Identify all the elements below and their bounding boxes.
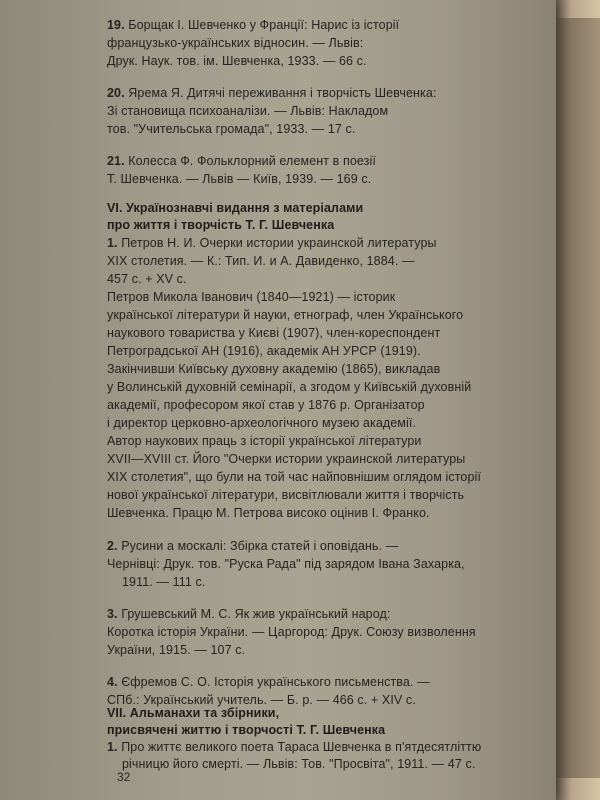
section-vi-heading-1: VI. Українознавчі видання з матеріалами bbox=[107, 201, 364, 215]
page-edge-shadow bbox=[556, 18, 600, 778]
vii-item-1-line-1 bbox=[107, 738, 481, 756]
vi-item-2-line-1 bbox=[107, 537, 398, 555]
vi-item-4-number: 4. bbox=[107, 675, 118, 689]
entry-21-text-2: Т. Шевченка. — Львів — Київ, 1939. — 169 с. bbox=[107, 172, 372, 186]
vi-item-1-text-7: Петроградської АН (1916), академік АН УРСР (1919). bbox=[107, 344, 421, 358]
vi-item-1-text-11: і директор церковно-археологічного музею академії. bbox=[107, 416, 417, 430]
vi-item-1-text-15: нової української літератури, висвітлювали життя і творчість bbox=[107, 488, 465, 502]
entry-20-text-3: тов. "Учительська громада", 1933. — 17 с. bbox=[107, 122, 356, 136]
vi-item-1-text-13: XVII—XVIII ст. Його "Очерки истории украинской литературы bbox=[107, 452, 466, 466]
vi-item-3-text-2: Коротка історія України. — Царгород: Друк. Союзу визволення bbox=[107, 625, 476, 639]
entry-19-text-3: Друк. Наук. тов. ім. Шевченка, 1933. — 66 с. bbox=[107, 54, 367, 68]
vi-item-2-text-2: Чернівці: Друк. тов. "Руска Рада" під зарядом Івана Захарка, bbox=[107, 557, 465, 571]
vi-item-1-text-9: у Волинській духовній семінарії, а згодом у Київській духовній bbox=[107, 380, 472, 394]
page-number: 32 bbox=[117, 770, 131, 784]
vi-item-4-text-1: Єфремов С. О. Історія українського письменства. — bbox=[121, 675, 430, 689]
vii-item-1-text-1: Про життє великого поета Тараса Шевченка в п'ятдесятліттю bbox=[121, 740, 482, 754]
vi-item-3-number: 3. bbox=[107, 607, 118, 621]
vii-item-1-number: 1. bbox=[107, 740, 118, 754]
entry-20-text-1: Ярема Я. Дитячі переживання і творчість Шевченка: bbox=[128, 86, 437, 100]
section-vii-heading-1: VII. Альманахи та збірники, bbox=[107, 706, 280, 720]
vi-item-3-line-1 bbox=[107, 605, 390, 623]
vi-item-1-text-5: української літератури й науки, етнограф, член Українського bbox=[107, 308, 464, 322]
vi-item-1-text-10: академії, професором якої став у 1876 р. Організатор bbox=[107, 398, 425, 412]
vi-item-3-text-3: України, 1915. — 107 с. bbox=[107, 643, 246, 657]
entry-21-text-1: Колесса Ф. Фольклорний елемент в поезії bbox=[128, 154, 376, 168]
vi-item-1-number: 1. bbox=[107, 236, 118, 250]
entry-19-line-1 bbox=[107, 16, 399, 34]
vi-item-1-text-6: наукового товариства у Києві (1907), член-кореспондент bbox=[107, 326, 441, 340]
vi-item-4-line-1 bbox=[107, 673, 430, 691]
vi-item-1-text-16: Шевченка. Працю М. Петрова високо оцінив І. Франко. bbox=[107, 506, 430, 520]
vi-item-1-text-14: XIX столетия", що були на той час найповнішим оглядом історії bbox=[107, 470, 481, 484]
entry-20-number: 20. bbox=[107, 86, 125, 100]
entry-19-text-1: Борщак І. Шевченко у Франції: Нарис із історії bbox=[128, 18, 400, 32]
entry-21-line-1 bbox=[107, 152, 376, 170]
vi-item-1-text-2: XIX столетия. — К.: Тип. И. и А. Давиденко, 1884. — bbox=[107, 254, 415, 268]
vi-item-1-line-1 bbox=[107, 234, 437, 252]
vii-item-1-text-2: річницю його смерті. — Львів: Тов. "Просвіта", 1911. — 47 с. bbox=[122, 757, 476, 771]
section-vii-heading-2: присвячені життю і творчості Т. Г. Шевченка bbox=[107, 723, 386, 737]
vi-item-2-text-1: Русини а москалі: Збірка статей і оповідань. — bbox=[121, 539, 399, 553]
entry-20-line-1 bbox=[107, 84, 437, 102]
entry-19-text-2: французько-українських відносин. — Львів: bbox=[107, 36, 364, 50]
vi-item-1-text-1: Петров Н. И. Очерки истории украинской литературы bbox=[121, 236, 437, 250]
vi-item-4-text-2: СПб.: Український учитель. — Б. р. — 466 с. + XIV с. bbox=[107, 693, 416, 707]
vi-item-2-text-3: 1911. — 111 с. bbox=[122, 575, 206, 589]
vi-item-1-text-12: Автор наукових праць з історії української літератури bbox=[107, 434, 422, 448]
vi-item-3-text-1: Грушевський М. С. Як жив український народ: bbox=[121, 607, 391, 621]
section-vi-heading-2: про життя і творчість Т. Г. Шевченка bbox=[107, 218, 335, 232]
entry-19-number: 19. bbox=[107, 18, 125, 32]
vi-item-1-text-8: Закінчивши Київську духовну академію (1865), викладав bbox=[107, 362, 441, 376]
vi-item-2-number: 2. bbox=[107, 539, 118, 553]
vi-item-1-text-4: Петров Микола Іванович (1840—1921) — історик bbox=[107, 290, 396, 304]
entry-21-number: 21. bbox=[107, 154, 125, 168]
vi-item-1-text-3: 457 с. + XV с. bbox=[107, 272, 187, 286]
entry-20-text-2: Зі становища психоаналізи. — Львів: Накладом bbox=[107, 104, 389, 118]
